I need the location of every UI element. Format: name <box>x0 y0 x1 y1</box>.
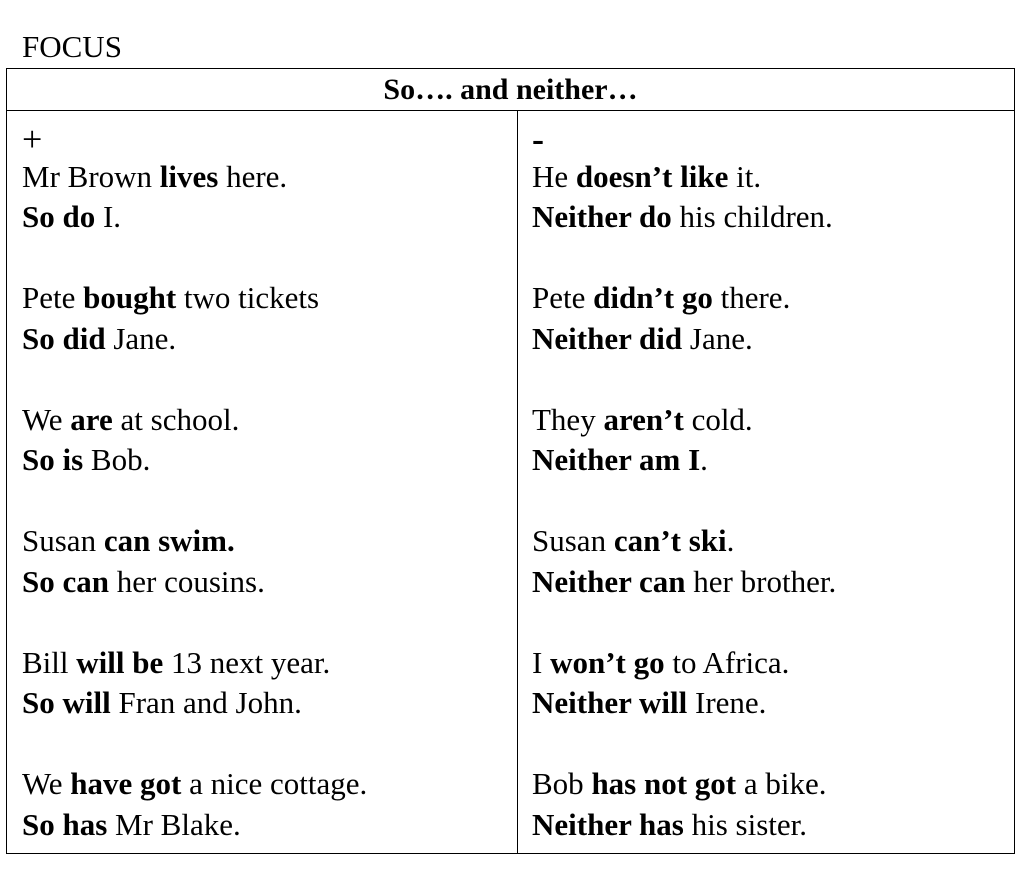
response-line <box>22 197 512 238</box>
response-line <box>532 683 1012 724</box>
statement-line <box>532 157 1012 198</box>
bold-segment: lives <box>159 158 219 194</box>
text-segment: Mr Blake. <box>107 806 241 842</box>
text-segment: there. <box>712 280 791 315</box>
grammar-table <box>6 68 1015 854</box>
example-pair <box>22 278 512 359</box>
bold-segment: Neither do <box>532 199 672 234</box>
statement-line <box>532 278 1012 319</box>
example-pair <box>22 764 512 845</box>
negative-column <box>532 111 1012 845</box>
bold-segment: has not got <box>591 766 737 801</box>
focus-label: FOCUS <box>22 29 122 64</box>
text-segment: Irene. <box>687 685 767 720</box>
text-segment: . <box>700 442 708 477</box>
text-segment: Jane. <box>105 320 177 356</box>
text-segment: here. <box>218 158 288 194</box>
statement-line <box>22 400 512 441</box>
response-line <box>532 562 1012 603</box>
text-segment: . <box>726 523 735 558</box>
bold-segment: didn’t go <box>593 280 713 315</box>
bold-segment: So can <box>22 563 109 599</box>
text-segment: a nice cottage. <box>181 766 368 801</box>
bold-segment: bought <box>83 280 177 315</box>
response-line <box>22 805 512 846</box>
text-segment: Bob. <box>83 442 151 477</box>
statement-line <box>22 157 512 198</box>
text-segment: Jane. <box>682 320 753 356</box>
response-line <box>22 562 512 603</box>
text-segment: her cousins. <box>109 563 265 599</box>
example-pair <box>532 278 1012 359</box>
text-segment: his children. <box>671 199 833 234</box>
text-segment: Susan <box>532 523 614 558</box>
text-segment: Pete <box>22 280 84 315</box>
bold-segment: will be <box>76 644 164 680</box>
text-segment: cold. <box>683 401 753 437</box>
text-segment: it. <box>728 158 762 194</box>
text-segment: her brother. <box>685 563 837 599</box>
response-line <box>22 319 512 360</box>
text-segment: We <box>22 401 71 437</box>
bold-segment: Neither can <box>532 563 686 599</box>
bold-segment: Neither will <box>532 685 688 720</box>
example-pair <box>532 643 1012 724</box>
response-line <box>532 805 1012 846</box>
example-pair <box>532 157 1012 238</box>
text-segment: I <box>532 644 551 680</box>
text-segment: Susan <box>22 523 104 558</box>
bold-segment: aren’t <box>603 401 684 437</box>
bold-segment: Neither am I <box>532 442 701 477</box>
bold-segment: So is <box>22 442 84 477</box>
text-segment: two tickets <box>176 280 320 315</box>
text-segment: at school. <box>112 401 240 437</box>
example-pair <box>532 764 1012 845</box>
statement-line <box>22 643 512 684</box>
bold-segment: Neither has <box>532 806 684 842</box>
statement-line <box>532 521 1012 562</box>
response-line <box>22 440 512 481</box>
text-segment: Mr Brown <box>22 158 160 194</box>
text-segment: We <box>22 766 71 801</box>
positive-column <box>22 111 512 845</box>
table-title: So…. and neither… <box>7 69 1014 111</box>
text-segment: to Africa. <box>664 644 790 680</box>
text-segment: Fran and John. <box>110 685 302 720</box>
statement-line <box>532 764 1012 805</box>
plus-sign: + <box>22 119 43 159</box>
text-segment: 13 next year. <box>163 644 331 680</box>
bold-segment: can’t ski <box>613 523 727 558</box>
minus-sign: - <box>532 119 544 159</box>
text-segment: his sister. <box>683 806 807 842</box>
text-segment: Bill <box>22 644 77 680</box>
bold-segment: can swim. <box>103 523 235 558</box>
example-pair <box>532 400 1012 481</box>
bold-segment: Neither did <box>532 320 683 356</box>
statement-line <box>532 400 1012 441</box>
column-divider <box>517 111 518 853</box>
text-segment: He <box>532 158 576 194</box>
bold-segment: So do <box>22 199 96 234</box>
response-line <box>532 440 1012 481</box>
statement-line <box>22 278 512 319</box>
text-segment: a bike. <box>736 766 827 801</box>
text-segment: Bob <box>532 766 592 801</box>
response-line <box>22 683 512 724</box>
text-segment: They <box>532 401 604 437</box>
statement-line <box>22 521 512 562</box>
example-pair <box>532 521 1012 602</box>
example-pair <box>22 157 512 238</box>
example-pair <box>22 521 512 602</box>
bold-segment: won’t go <box>550 644 665 680</box>
response-line <box>532 197 1012 238</box>
bold-segment: So has <box>22 806 108 842</box>
bold-segment: have got <box>70 766 182 801</box>
statement-line <box>22 764 512 805</box>
bold-segment: So did <box>22 320 106 356</box>
bold-segment: are <box>70 401 113 437</box>
bold-segment: doesn’t like <box>575 158 729 194</box>
response-line <box>532 319 1012 360</box>
text-segment: Pete <box>532 280 594 315</box>
example-pair <box>22 400 512 481</box>
text-segment: I. <box>95 199 122 234</box>
example-pair <box>22 643 512 724</box>
statement-line <box>532 643 1012 684</box>
bold-segment: So will <box>22 685 111 720</box>
